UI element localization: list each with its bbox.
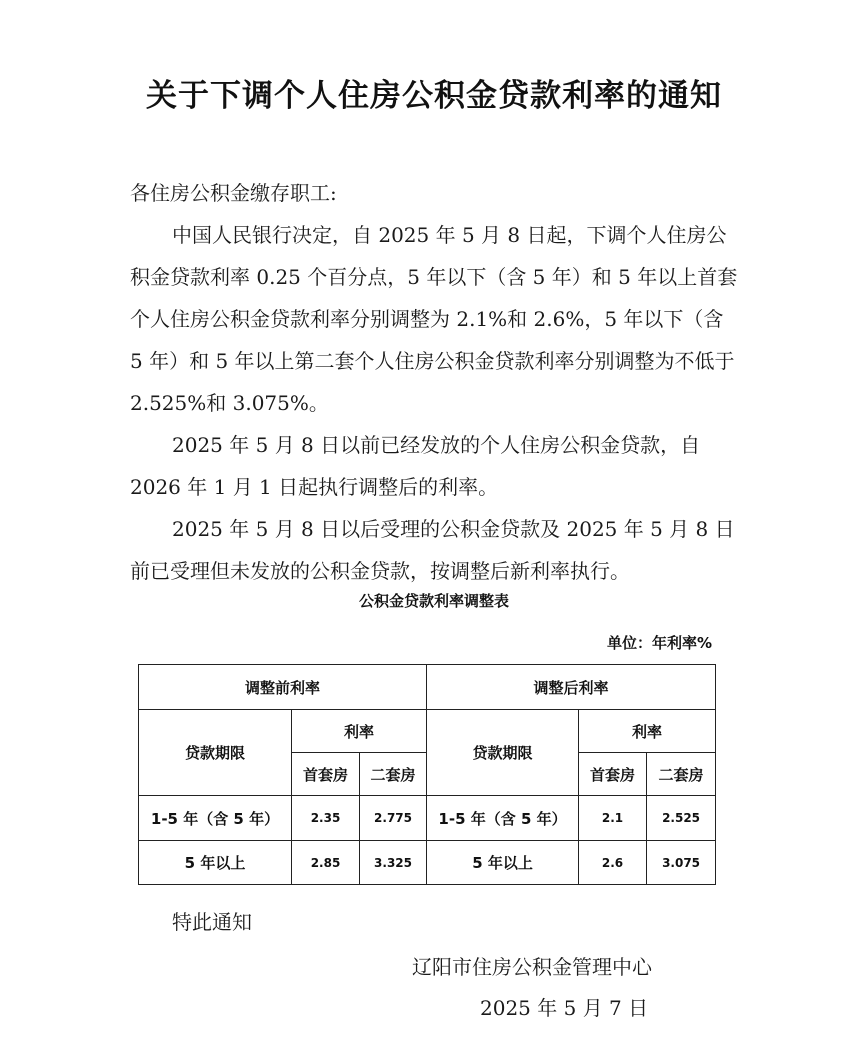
first-home-header-after: 首套房 [579, 753, 647, 796]
rate-adjustment-table [138, 664, 716, 885]
first-home-header-before: 首套房 [292, 753, 360, 796]
before-first-rate: 2.35 [292, 796, 360, 841]
term-cell: 5 年以上 [139, 841, 292, 885]
before-header: 调整前利率 [139, 665, 427, 710]
second-home-header-before: 二套房 [360, 753, 427, 796]
issue-date: 2025 年 5 月 7 日 [480, 996, 649, 1020]
term-cell: 1-5 年（含 5 年） [427, 796, 579, 841]
salutation: 各住房公积金缴存职工: [130, 181, 337, 205]
table-title: 公积金贷款利率调整表 [358, 592, 509, 610]
issuer-name: 辽阳市住房公积金管理中心 [412, 955, 652, 979]
closing-text: 特此通知 [172, 910, 252, 934]
after-second-rate: 3.075 [647, 841, 716, 885]
term-header-before: 贷款期限 [139, 710, 292, 796]
paragraph-new-loans: 2025 年 5 月 8 日以后受理的公积金贷款及 2025 年 5 月 8 日前已受理但未发放的公积金贷款，按调整后新利率执行。 [130, 517, 735, 583]
rate-header-before: 利率 [292, 710, 427, 753]
document-title: 关于下调个人住房公积金贷款利率的通知 [146, 78, 722, 114]
before-second-rate: 2.775 [360, 796, 427, 841]
table-row [139, 841, 716, 885]
rate-header-after: 利率 [579, 710, 716, 753]
after-first-rate: 2.6 [579, 841, 647, 885]
table-unit: 单位：年利率% [606, 634, 712, 652]
table-row [139, 796, 716, 841]
paragraph-rate-cut: 中国人民银行决定，自 2025 年 5 月 8 日起，下调个人住房公积金贷款利率 0.25 个百分点，5 年以下（含 5 年）和 5 年以上首套个人住房公积金贷款利率分别调整为 2.1%和 2.6%，5 年以下（含 5 年）和 5 年以上第二套个人住房公积金贷款利率分别调整为不低于 2.525%和 3.075%。 [130, 223, 738, 415]
after-second-rate: 2.525 [647, 796, 716, 841]
term-header-after: 贷款期限 [427, 710, 579, 796]
term-cell: 1-5 年（含 5 年） [139, 796, 292, 841]
before-second-rate: 3.325 [360, 841, 427, 885]
second-home-header-after: 二套房 [647, 753, 716, 796]
term-cell: 5 年以上 [427, 841, 579, 885]
paragraph-existing-loans: 2025 年 5 月 8 日以前已经发放的个人住房公积金贷款，自 2026 年 1 月 1 日起执行调整后的利率。 [130, 433, 701, 499]
before-first-rate: 2.85 [292, 841, 360, 885]
after-header: 调整后利率 [427, 665, 716, 710]
after-first-rate: 2.1 [579, 796, 647, 841]
